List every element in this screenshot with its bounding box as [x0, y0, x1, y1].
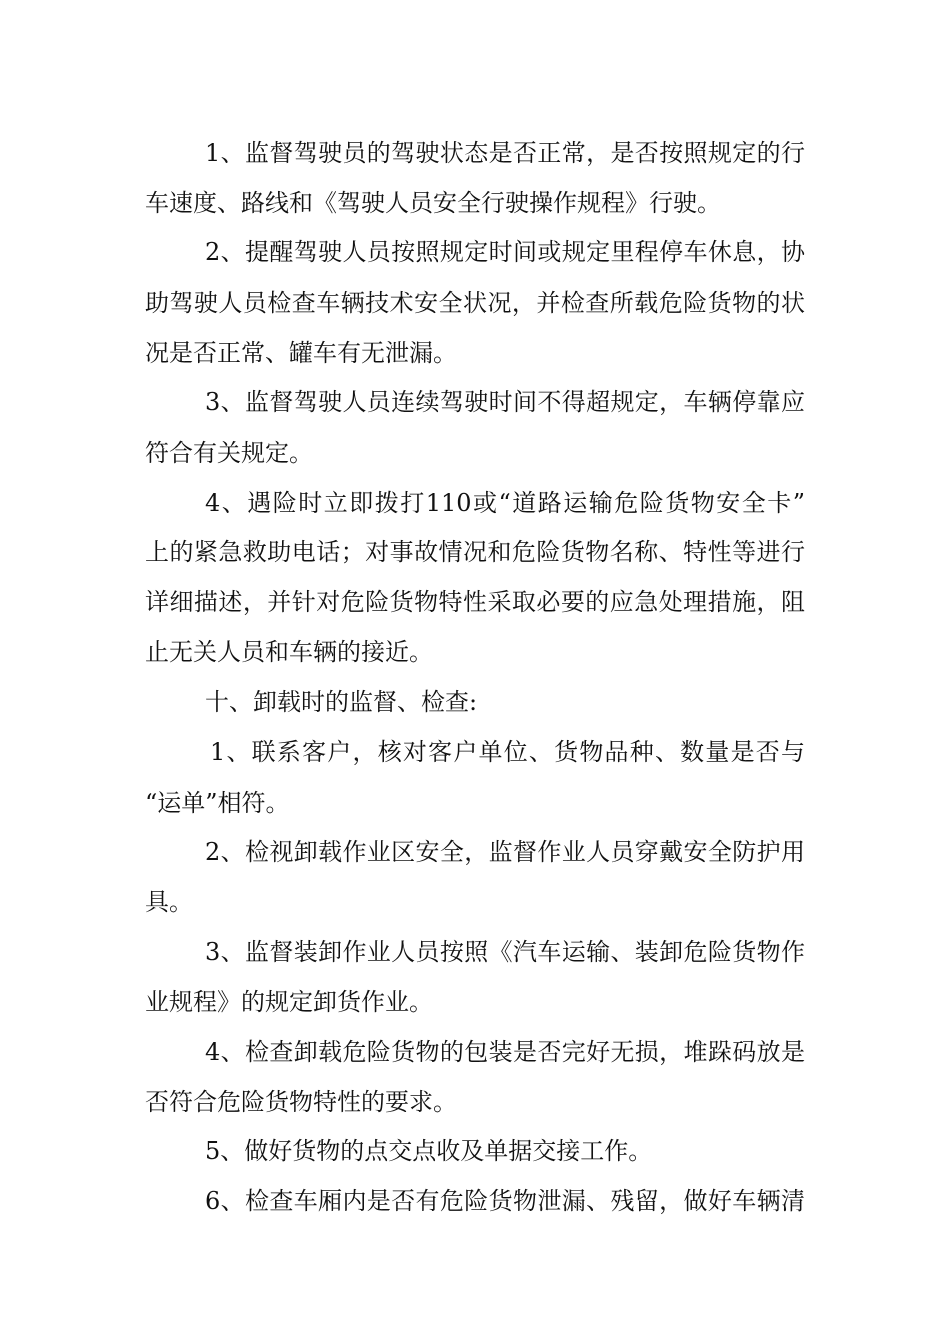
- paragraph-line: 助驾驶人员检查车辆技术安全状况，并检查所载危险货物的状: [145, 289, 805, 317]
- paragraph-line: 具。: [145, 888, 193, 916]
- paragraph-line: 4、检查卸载危险货物的包装是否完好无损，堆跺码放是: [205, 1038, 805, 1066]
- paragraph-line: 止无关人员和车辆的接近。: [145, 638, 433, 666]
- paragraph-line: 6、检查车厢内是否有危险货物泄漏、残留，做好车辆清: [205, 1187, 805, 1215]
- paragraph-line: 1、联系客户，核对客户单位、货物品种、数量是否与: [210, 738, 805, 766]
- paragraph-line: 否符合危险货物特性的要求。: [145, 1088, 457, 1116]
- paragraph-line: “运单”相符。: [145, 789, 290, 817]
- paragraph-line: 车速度、路线和《驾驶人员安全行驶操作规程》行驶。: [145, 189, 721, 217]
- paragraph-line: 4、遇险时立即拨打110或“道路运输危险货物安全卡”: [205, 489, 805, 517]
- paragraph-line: 详细描述，并针对危险货物特性采取必要的应急处理措施，阻: [145, 588, 805, 616]
- paragraph-line: 况是否正常、罐车有无泄漏。: [145, 339, 457, 367]
- paragraph-line: 5、做好货物的点交点收及单据交接工作。: [205, 1137, 653, 1165]
- paragraph-line: 2、检视卸载作业区安全，监督作业人员穿戴安全防护用: [205, 838, 805, 866]
- paragraph-line: 业规程》的规定卸货作业。: [145, 988, 433, 1016]
- paragraph-line: 1、监督驾驶员的驾驶状态是否正常，是否按照规定的行: [205, 139, 805, 167]
- paragraph-line: 上的紧急救助电话；对事故情况和危险货物名称、特性等进行: [145, 538, 805, 566]
- paragraph-line: 符合有关规定。: [145, 439, 313, 467]
- section-heading: 十、卸载时的监督、检查:: [205, 688, 478, 716]
- paragraph-line: 3、监督驾驶人员连续驾驶时间不得超规定，车辆停靠应: [205, 388, 805, 416]
- paragraph-line: 3、监督装卸作业人员按照《汽车运输、装卸危险货物作: [205, 938, 805, 966]
- paragraph-line: 2、提醒驾驶人员按照规定时间或规定里程停车休息，协: [205, 238, 805, 266]
